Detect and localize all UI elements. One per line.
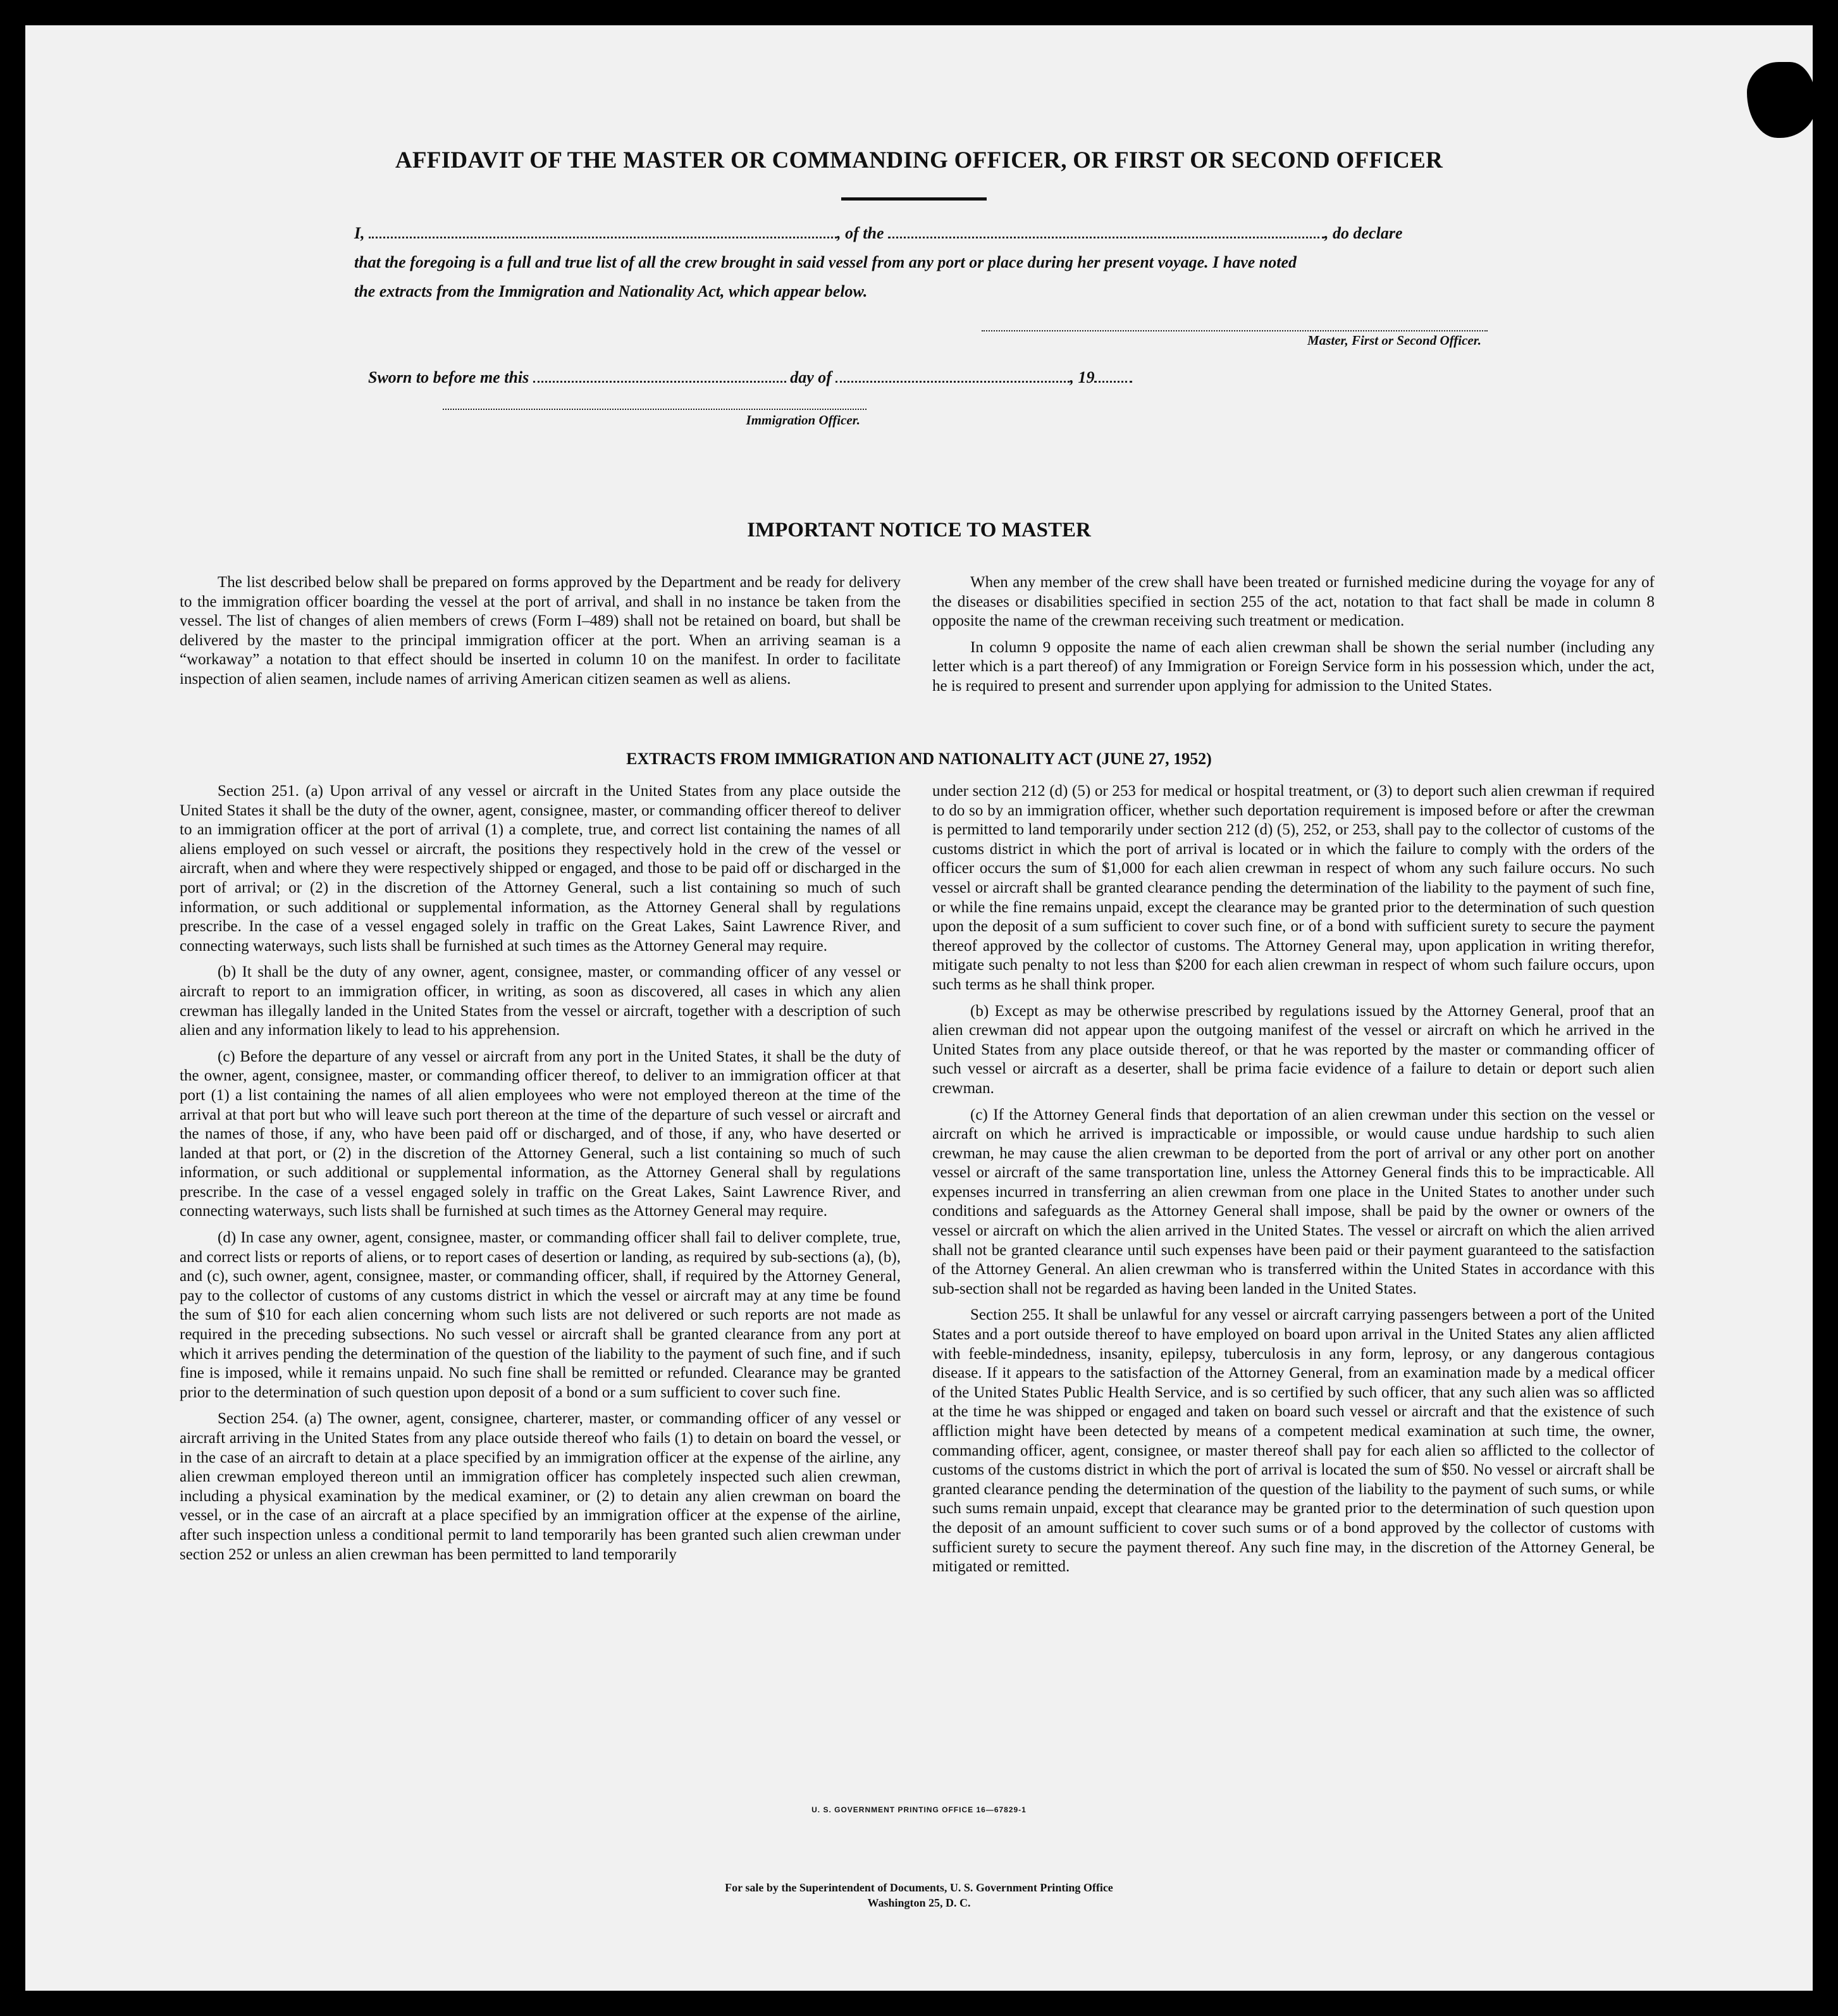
master-signature-line[interactable]: [982, 330, 1488, 331]
sale-notice: [25, 1880, 1813, 1910]
sworn-label: Sworn to before me this: [368, 368, 529, 387]
notice-left-paragraph: The list described below shall be prepared on forms approved by the Department and be ready for delivery to the immigration officer boarding the vessel at the port of arrival, and shall in no instance be taken from the vessel. The list of changes of alien members of crews (Form I–489) shall not be retained on board, but shall be delivered by the master to the principal immigration officer at the port. When an arriving seaman is a “workaway” a notation to that effect should be inserted in column 10 on the manifest. In order to facilitate inspection of alien seamen, include names of arriving American citizen seamen as well as aliens.: [180, 574, 901, 688]
notice-right-paragraph-1: When any member of the crew shall have been treated or furnished medicine during the voyage for any of the diseases or disabilities specified in section 255 of the act, notation to that fact shall be made in column 8 opposite the name of the crewman receiving such treatment or medication.: [932, 574, 1655, 630]
notice-right-paragraph-2: In column 9 opposite the name of each alien crewman shall be shown the serial number (including any letter which is a part thereof) of any Immigration or Foreign Service form in his possession which, under the act, he is required to present and surrender upon applying for admission to the United States.: [932, 638, 1655, 695]
document-page: [25, 25, 1813, 1991]
sworn-day-field[interactable]: [533, 368, 786, 383]
vessel-field[interactable]: [888, 224, 1324, 238]
ink-blot: [1747, 62, 1816, 138]
i-label: I,: [354, 224, 365, 242]
affidavit-title: AFFIDAVIT OF THE MASTER OR COMMANDING OFFICER, OR FIRST OR SECOND OFFICER: [395, 147, 1443, 173]
section-251-d: (d) In case any owner, agent, consignee, master, or commanding officer shall fail to deliver complete, true, and correct lists or reports of aliens, or to report cases of desertion or landing, as required by sub-sections (a), (b), and (c), such owner, agent, consignee, master, or commanding officer, shall, if required by the Attorney General, pay to the collector of customs of any customs district in which the vessel or aircraft may at any time be found the sum of $10 for each alien concerning whom such lists are not delivered or such reports are not made as required in the preceding subsections. No such vessel or aircraft shall be granted clearance from any port at which it arrives pending the determination of the question of the liability to the payment of such fine, and if such fine is imposed, while it remains unpaid. No such fine shall be remitted or refunded. Clearance may be granted prior to the determination of such question upon deposit of a bond or a sum sufficient to cover such fine.: [180, 1229, 901, 1401]
title-rule: [841, 197, 987, 201]
sale-line-2: Washington 25, D. C.: [867, 1896, 971, 1909]
declaration-line-2: that the foregoing is a full and true list of all the crew brought in said vessel from any port or place during her present voyage. I have noted: [354, 253, 1297, 271]
name-field[interactable]: [369, 224, 837, 238]
extracts-left-column: [180, 782, 901, 1571]
of-the-label: , of the: [837, 224, 884, 242]
extracts-title: EXTRACTS FROM IMMIGRATION AND NATIONALITY ACT (JUNE 27, 1952): [626, 750, 1212, 768]
master-signature-label: Master, First or Second Officer.: [1307, 333, 1481, 348]
officer-signature-label: Immigration Officer.: [746, 412, 860, 428]
sworn-year-field[interactable]: [1094, 368, 1132, 383]
officer-signature-line[interactable]: [443, 409, 867, 410]
section-254-b: (b) Except as may be otherwise prescribed by regulations issued by the Attorney General, proof that an alien crewman did not appear upon the outgoing manifest of the vessel or aircraft on which he arrived in the United States from any place outside thereof, or that he was reported by the master or commanding officer of such vessel or aircraft as a deserter, shall be prima facie evidence of a failure to detain or deport such alien crewman.: [932, 1002, 1655, 1097]
declaration-line-1: [354, 219, 1493, 248]
day-of-label: day of: [790, 368, 832, 387]
sworn-month-field[interactable]: [836, 368, 1070, 383]
extracts-right-column: [932, 782, 1655, 1584]
section-254-a: Section 254. (a) The owner, agent, consignee, charterer, master, or commanding officer of any vessel or aircraft arriving in the United States from any place outside thereof who fails (1) to detain on board the vessel, or in the case of an aircraft to detain at a place specified by an immigration officer at the expense of the airline, any alien crewman employed thereon until an immigration officer has completely inspected such alien crewman, including a physical examination by the medical examiner, or (2) to detain any alien crewman on board the vessel, or in the case of an aircraft at a place specified by an immigration officer at the expense of the airline, after such inspection unless a conditional permit to land temporarily has been granted such alien crewman under section 252 or unless an alien crewman has been permitted to land temporarily: [180, 1410, 901, 1563]
do-declare-label: , do declare: [1324, 224, 1403, 242]
declaration-line-3: the extracts from the Immigration and Nationality Act, which appear below.: [354, 282, 868, 300]
year-prefix: , 19: [1070, 368, 1095, 387]
sworn-line: [368, 363, 1507, 392]
section-254-c: (c) If the Attorney General finds that deportation of an alien crewman under this section on the vessel or aircraft on which he arrived is impracticable or impossible, or would cause undue hardship to such alien crewman, he may cause the alien crewman to be deported from the port of arrival or any other port on another vessel or aircraft of the same transportation line, unless the Attorney General finds this to be impracticable. All expenses incurred in transferring an alien crewman from one place in the United States to another under such conditions and safeguards as the Attorney General shall impose, shall be paid by the owner or owners of the vessel or aircraft on which the alien arrived in the United States. The vessel or aircraft on which the alien arrived shall not be granted clearance until such expenses have been paid or their payment guaranteed to the satisfaction of the Attorney General. An alien crewman who is transferred within the United States in accordance with this sub-section shall not be regarded as having been landed in the United States.: [932, 1106, 1655, 1297]
section-251-c: (c) Before the departure of any vessel or aircraft from any port in the United States, it shall be the duty of the owner, agent, consignee, master, or commanding officer thereof, to deliver to an immigration officer at that port (1) a list containing the names of all alien employees who were not employed thereon at the time of the arrival at that port but who will leave such port thereon at the time of the departure of such vessel or aircraft and the names of those, if any, who have been paid off or discharged, and of those, if any, who have deserted or landed at that port, or (2) in the discretion of the Attorney General, such a list containing so much of such information, or such additional or supplemental information, as the Attorney General shall by regulations prescribe. In the case of a vessel engaged solely in traffic on the Great Lakes, Saint Lawrence River, and connecting waterways, such lists shall be furnished at such times as the Attorney General may require.: [180, 1048, 901, 1220]
notice-right-column: [932, 573, 1655, 703]
section-255: Section 255. It shall be unlawful for any vessel or aircraft carrying passengers between a port of the United States and a port outside thereof to have employed on board upon arrival in the United States any alien afflicted with feeble-mindedness, insanity, epilepsy, tuberculosis in any form, leprosy, or any dangerous contagious disease. If it appears to the satisfaction of the Attorney General, from an examination made by a medical officer of the United States Public Health Service, and is so certified by such officer, that any such alien was so afflicted at the time he was shipped or engaged and taken on board such vessel or aircraft and that the existence of such affliction might have been detected by means of a competent medical examination at such time, the owner, commanding officer, agent, consignee, or master thereof shall pay for each alien so afflicted to the collector of customs of the customs district in which the port of arrival is located the sum of $50. No vessel or aircraft shall be granted clearance pending the determination of the question of the liability to the payment of such sums, or while such sums remain unpaid, except that clearance may be granted prior to the determination of such question upon the deposit of an amount sufficient to cover such sums or of a bond approved by the collector of customs with sufficient surety to secure the payment thereof. Any such fine may, in the discretion of the Attorney General, be mitigated or remitted.: [932, 1306, 1655, 1576]
section-251-a: Section 251. (a) Upon arrival of any vessel or aircraft in the United States from any place outside the United States it shall be the duty of the owner, agent, consignee, master, or commanding officer thereof to deliver to an immigration officer at the port of arrival (1) a complete, true, and correct list containing the names of all aliens employed on such vessel or aircraft, the positions they respectively hold in the crew of the vessel or aircraft, when and where they were respectively shipped or engaged, and those to be paid off or discharged in the port of arrival; or (2) in the discretion of the Attorney General, such a list containing so much of such information, or such additional or supplemental information, as the Attorney General shall by regulations prescribe. In the case of a vessel engaged solely in traffic on the Great Lakes, Saint Lawrence River, and connecting waterways, such lists shall be furnished at such times as the Attorney General may require.: [180, 782, 901, 955]
notice-title: IMPORTANT NOTICE TO MASTER: [747, 519, 1091, 541]
notice-left-column: [180, 573, 901, 696]
gpo-imprint: U. S. GOVERNMENT PRINTING OFFICE 16—67829-1: [811, 1805, 1027, 1814]
sale-line-1: For sale by the Superintendent of Documents, U. S. Government Printing Office: [725, 1881, 1113, 1894]
section-254-a-continued: under section 212 (d) (5) or 253 for medical or hospital treatment, or (3) to deport such alien crewman if required to do so by an immigration officer, whether such deportation requirement is imposed before or after the crewman is permitted to land temporarily under section 212 (d) (5), 252, or 253, shall pay to the collector of customs of the customs district in which the port of arrival is located or in which the failure to comply with the orders of the officer occurs the sum of $1,000 for each alien crewman in respect of whom any such failure occurs. No such vessel or aircraft shall be granted clearance pending the determination of the liability to the payment of such fine, or while the fine remains unpaid, except the clearance may be granted prior to the determination of such question upon the deposit of a sum sufficient to cover such fine, or of a bond with sufficient surety to secure the payment thereof approved by the collector of customs. The Attorney General may, upon application in writing therefor, mitigate such penalty to not less than $200 for each alien crewman in respect of whom such failure occurs, upon such terms as he shall think proper.: [932, 782, 1655, 993]
section-251-b: (b) It shall be the duty of any owner, agent, consignee, master, or commanding officer of any vessel or aircraft to report to an immigration officer, in writing, as soon as discovered, all cases in which any alien crewman has illegally landed in the United States from the vessel or aircraft, together with a description of such alien and any information likely to lead to his apprehension.: [180, 963, 901, 1039]
